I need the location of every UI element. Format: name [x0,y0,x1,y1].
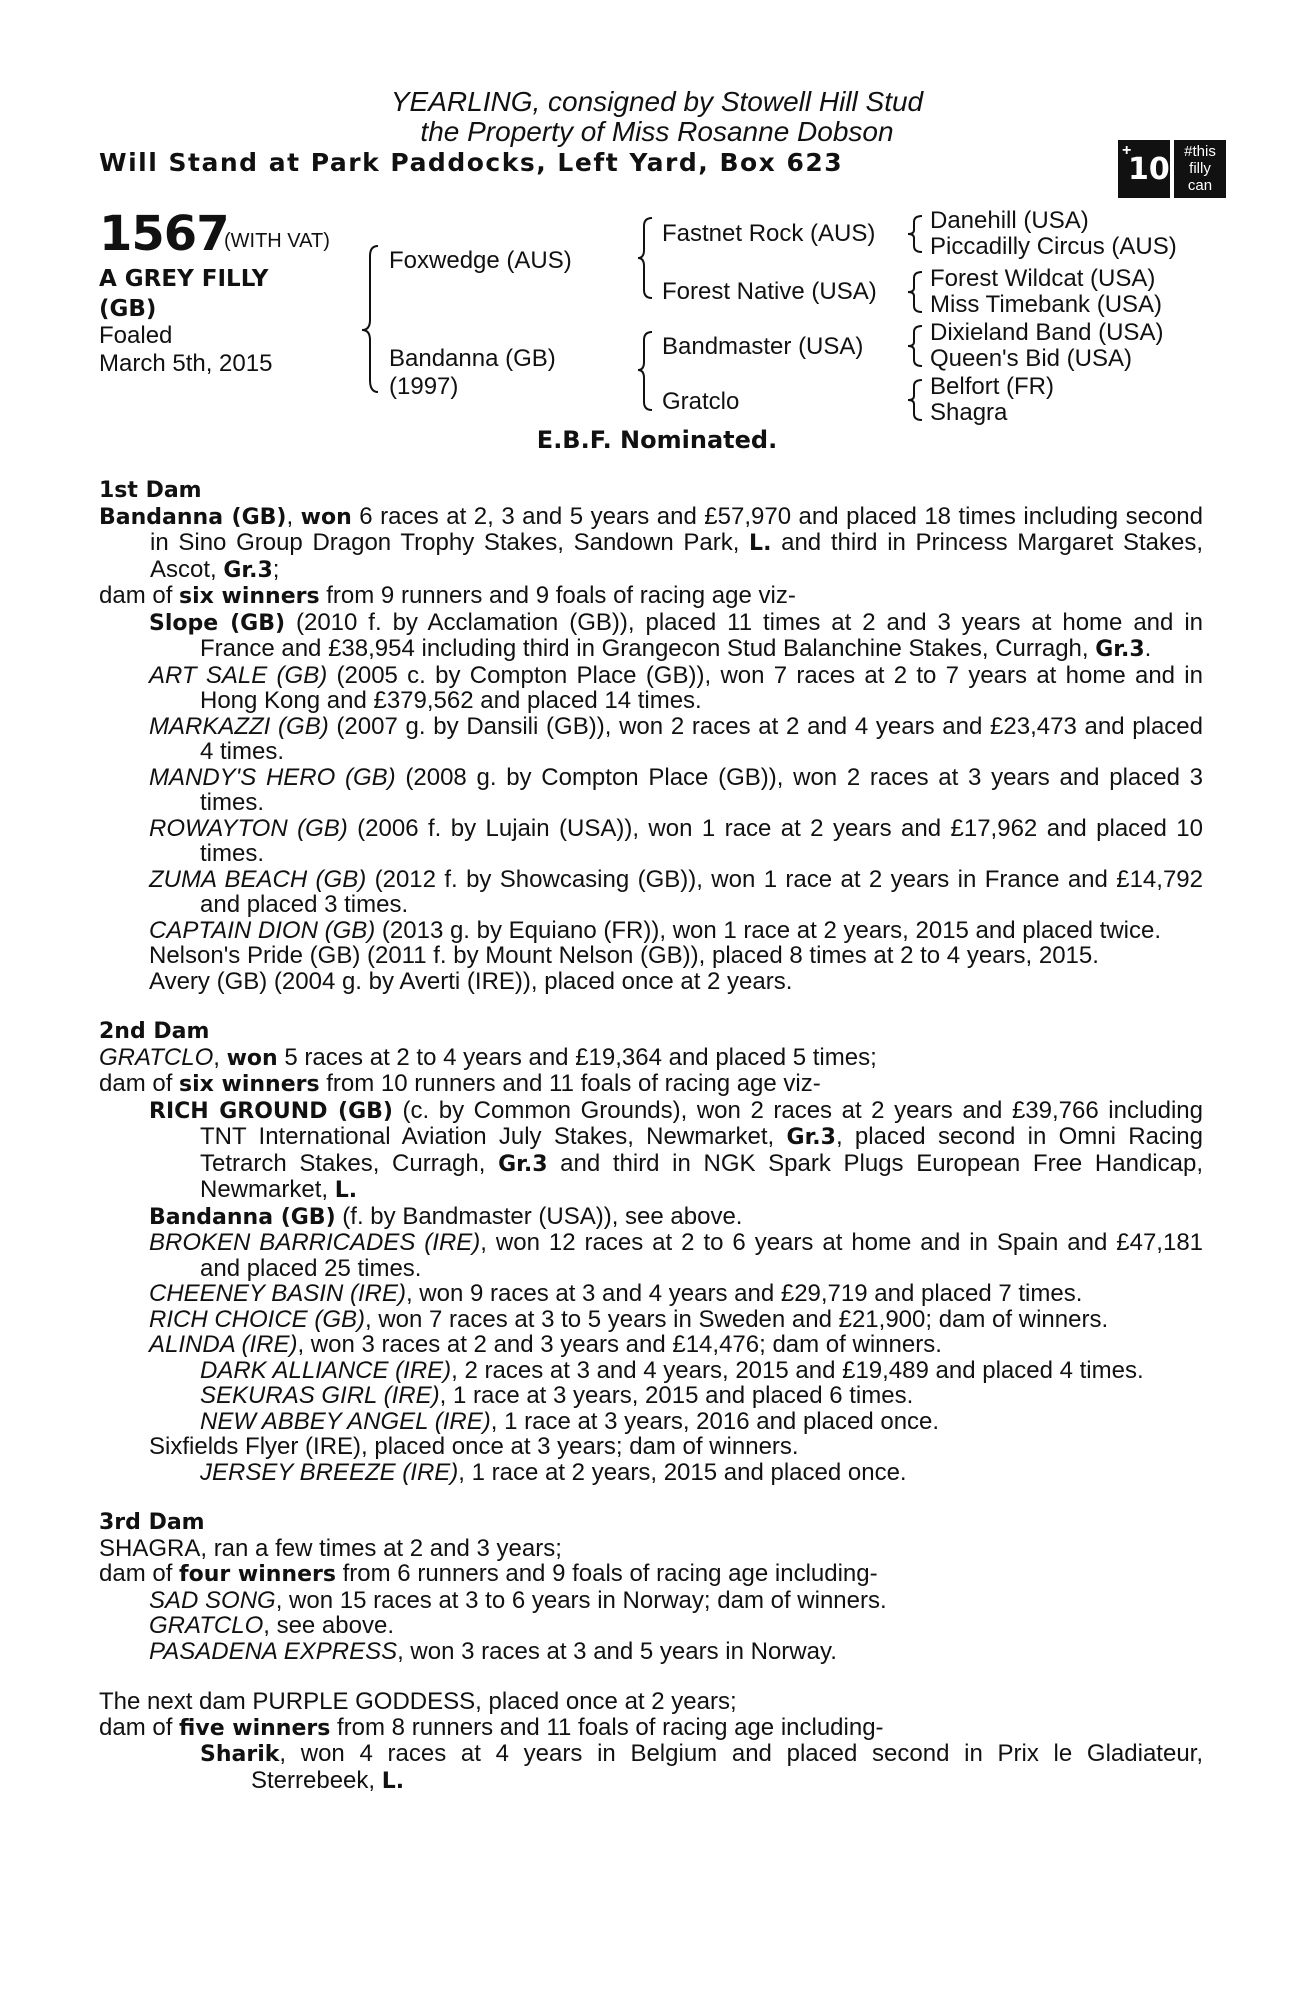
text-run: (2006 f. by Lujain (USA)), won 1 race at 2 years and £17,962 and placed 10 times. [200,814,1203,867]
text-run: Gr.3 [1095,637,1145,662]
dam-intro [99,1045,1203,1072]
pedigree-braces [0,0,1314,440]
text-run: Gr.3 [223,557,273,583]
text-run: , won 7 races at 3 to 5 years in Sweden and £21,900; dam of winners. [365,1305,1109,1333]
dam-intro [99,504,1203,584]
logo-line-3: can [1187,177,1213,194]
progeny-entry [99,1639,1203,1665]
pedigree-g3-2: Piccadilly Circus (AUS) [930,233,1177,260]
text-run: Bandanna (GB) [149,1204,336,1230]
text-run: GRATCLO [149,1612,264,1639]
stand-location: Will Stand at Park Paddocks, Left Yard, Box 623 [99,148,844,177]
progeny-entry [99,1409,1203,1435]
progeny-entry [99,1307,1203,1333]
ebf-nominated: E.B.F. Nominated. [536,426,778,454]
pedigree-g3-7: Belfort (FR) [930,373,1055,400]
text-run: SAD SONG [149,1586,276,1614]
logo-plus: + [1122,142,1132,159]
pedigree-notes [99,478,1203,1794]
text-run: RICH CHOICE (GB) [149,1305,365,1333]
text-run: L. [334,1178,358,1203]
lot-number: 1567 [99,206,229,262]
progeny-list [99,610,1203,995]
pedigree-g3-4: Miss Timebank (USA) [930,291,1163,318]
pedigree-dam-year: (1997) [389,373,459,400]
text-run: (2013 g. by Equiano (FR)), won 1 race at 2 years, 2015 and placed twice. [375,916,1161,944]
text-run: JERSEY BREEZE (IRE) [200,1458,459,1486]
text-run: SEKURAS GIRL (IRE) [200,1382,440,1409]
brace-gen1 [362,246,378,392]
progeny-entry [99,1230,1203,1281]
text-run: RICH GROUND (GB) [149,1098,393,1124]
text-run: and third in NGK Spark Plugs European Free Handicap, Newmarket, [200,1149,1203,1203]
text-run: ALINDA (IRE) [149,1331,298,1358]
text-run: MANDY'S HERO (GB) [149,763,396,791]
foaled-label: Foaled [99,322,173,349]
progeny-entry [99,816,1203,867]
progeny-entry [99,1332,1203,1358]
text-run: six winners [179,1072,320,1097]
text-run: dam of [99,1560,180,1587]
text-run: L. [749,531,772,556]
progeny-entry [99,1204,1203,1231]
progeny-entry [99,1098,1203,1204]
foaled-date: March 5th, 2015 [99,350,273,377]
text-run: , won 12 races at 2 to 6 years at home and in Spain and £47,181 and placed 25 times. [200,1229,1204,1282]
header-consignor: YEARLING, consigned by Stowell Hill Stud [390,86,924,117]
text-run: (2008 g. by Compton Place (GB)), won 2 races at 3 years and placed 3 times. [200,763,1203,816]
progeny-entry [99,943,1203,969]
text-run: , 1 race at 3 years, 2016 and placed once. [490,1407,940,1435]
pedigree-dam-sire: Bandmaster (USA) [662,333,864,360]
text-run: The next dam PURPLE GODDESS, placed once at 2 years; [99,1688,737,1715]
text-run: dam of [99,582,180,609]
progeny-entry [99,867,1203,918]
dam-of [99,1715,1203,1742]
text-run: from 10 runners and 11 foals of racing age viz- [319,1070,821,1097]
brace-gen3-b [908,272,922,312]
pedigree-dam-dam: Gratclo [662,388,740,415]
progeny-entry [99,1383,1203,1409]
text-run: L. [381,1768,405,1794]
text-run: , [213,1043,227,1071]
brace-gen3-d [908,380,922,420]
text-run: Sixfields Flyer (IRE), placed once at 3 years; dam of winners. [149,1433,799,1460]
section-title: 1st Dam [99,478,202,503]
text-run: won [226,1045,278,1071]
text-run: , won 15 races at 3 to 6 years in Norway; dam of winners. [275,1586,887,1614]
text-run: (f. by Bandmaster (USA)), see above. [335,1202,743,1230]
progeny-entry [99,1358,1203,1384]
brace-gen2-dam [638,332,652,410]
text-run: , won 3 races at 3 and 5 years in Norway. [397,1637,837,1665]
text-run: . [1144,635,1152,662]
text-run: and third in Princess Margaret Stakes, Ascot, [150,529,1203,583]
dam-of [99,1071,1203,1098]
logo-line-1: #this [1184,143,1216,160]
text-run: DARK ALLIANCE (IRE) [200,1356,452,1384]
text-run: , 2 races at 3 and 4 years, 2015 and £19,489 and placed 4 times. [451,1356,1144,1384]
text-run: from 6 runners and 9 foals of racing age including- [335,1560,878,1587]
text-run: ZUMA BEACH (GB) [149,865,367,893]
text-run: MARKAZZI (GB) [149,712,329,740]
first-dam-section [99,478,1203,994]
horse-title-line-1: A GREY FILLY [99,266,269,292]
text-run: , see above. [263,1612,394,1639]
text-run: Gr.3 [786,1125,836,1150]
text-run: (2005 c. by Compton Place (GB)), won 7 races at 2 to 7 years at home and in Hong Kong and £379,562 and placed 14 times. [200,661,1203,714]
progeny-entry [99,1613,1203,1639]
logo-line-2: filly [1189,160,1211,177]
progeny-list [99,1098,1203,1486]
text-run: six winners [179,584,320,609]
text-run: Sharik [200,1742,280,1767]
pedigree-g3-8: Shagra [930,399,1008,426]
pedigree-dam: Bandanna (GB) [389,345,556,372]
progeny-entry [99,610,1203,663]
text-run: (2012 f. by Showcasing (GB)), won 1 race at 2 years in France and £14,792 and placed 3 times. [200,865,1203,918]
text-run: CAPTAIN DION (GB) [149,916,376,944]
text-run: , 1 race at 2 years, 2015 and placed once. [458,1458,907,1486]
text-run: ART SALE (GB) [149,661,328,689]
dam-of [99,583,1203,610]
progeny-entry [99,714,1203,765]
progeny-entry [99,1588,1203,1614]
progeny-list [99,1588,1203,1665]
section-title: 3rd Dam [99,1510,205,1535]
text-run: dam of [99,1070,180,1097]
progeny-entry [99,1281,1203,1307]
section-title: 2nd Dam [99,1019,210,1044]
pedigree-g3-5: Dixieland Band (USA) [930,319,1164,346]
pedigree-sire: Foxwedge (AUS) [389,247,572,274]
progeny-entry [99,663,1203,714]
progeny-entry [99,1460,1203,1486]
progeny-entry [99,1434,1203,1460]
text-run: Nelson's Pride (GB) (2011 f. by Mount Nelson (GB)), placed 8 times at 2 to 4 years, 2015. [149,942,1099,969]
pedigree-sire-sire: Fastnet Rock (AUS) [662,220,876,247]
pedigree-g3-3: Forest Wildcat (USA) [930,265,1156,292]
horse-title-line-2: (GB) [99,296,157,322]
dam-of [99,1561,1203,1588]
text-run: , [286,502,301,530]
text-run: Slope (GB) [149,610,286,636]
vat-note: (WITH VAT) [224,230,330,252]
text-run: Avery (GB) (2004 g. by Averti (IRE)), placed once at 2 years. [149,967,793,995]
text-run: SHAGRA, ran a few times at 2 and 3 years; [99,1534,562,1562]
progeny-entry [99,765,1203,816]
text-run: PASADENA EXPRESS [149,1637,398,1665]
next-dam-section [99,1689,1203,1794]
logo-number: 10 [1128,152,1170,187]
text-run: , 1 race at 3 years, 2015 and placed 6 times. [439,1382,914,1409]
text-run: Bandanna (GB) [99,504,287,530]
text-run: Gr.3 [498,1151,548,1177]
text-run: , placed second in Omni Racing Tetrarch Stakes, Curragh, [200,1123,1203,1177]
text-run: (c. by Common Grounds), won 2 races at 2 years and £39,766 including TNT International Aviation July Stakes, Newmarket, [200,1096,1203,1150]
pedigree-g3-1: Danehill (USA) [930,207,1089,234]
dam-intro [99,1536,1203,1562]
text-run: dam of [99,1713,180,1741]
text-run: from 9 runners and 9 foals of racing age viz- [319,582,796,609]
text-run: (2007 g. by Dansili (GB)), won 2 races at 2 and 4 years and £23,473 and placed 4 times. [200,712,1203,765]
text-run: NEW ABBEY ANGEL (IRE) [200,1407,491,1435]
text-run: GRATCLO [99,1043,214,1071]
text-run: ROWAYTON (GB) [149,814,348,842]
text-run: BROKEN BARRICADES (IRE) [149,1229,481,1256]
dam-intro [99,1689,1203,1715]
brace-gen3-a [908,216,922,252]
header-property: the Property of Miss Rosanne Dobson [420,116,894,147]
text-run: 6 races at 2, 3 and 5 years and £57,970 and placed 18 times including second in Sino Group Dragon Trophy Stakes, Sandown Park, [150,502,1203,556]
text-run: ; [272,555,280,583]
text-run: (2010 f. by Acclamation (GB)), placed 11 times at 2 and 3 years at home and in France and £38,954 including third in Grangecon Stud Balanchine Stakes, Curragh, [200,608,1203,662]
text-run: 5 races at 2 to 4 years and £19,364 and placed 5 times; [277,1043,877,1071]
text-run: four winners [179,1562,336,1587]
text-run: five winners [179,1715,331,1741]
text-run: , won 3 races at 2 and 3 years and £14,476; dam of winners. [297,1331,942,1358]
progeny-list [99,1741,1203,1794]
progeny-entry [99,918,1203,944]
pedigree-g3-6: Queen's Bid (USA) [930,345,1132,372]
second-dam-section [99,1019,1203,1485]
text-run: CHEENEY BASIN (IRE) [149,1280,406,1307]
brace-gen3-c [908,326,922,366]
text-run: , won 9 races at 3 and 4 years and £29,719 and placed 7 times. [405,1280,1083,1307]
pedigree-sire-dam: Forest Native (USA) [662,278,877,305]
brace-gen2-sire [638,218,652,298]
text-run: from 8 runners and 11 foals of racing age including- [330,1713,884,1741]
progeny-entry [99,1741,1203,1794]
third-dam-section [99,1510,1203,1664]
text-run: , won 4 races at 4 years in Belgium and placed second in Prix le Gladiateur, Sterrebeek, [251,1740,1203,1794]
progeny-entry [99,969,1203,995]
text-run: won [300,504,352,530]
